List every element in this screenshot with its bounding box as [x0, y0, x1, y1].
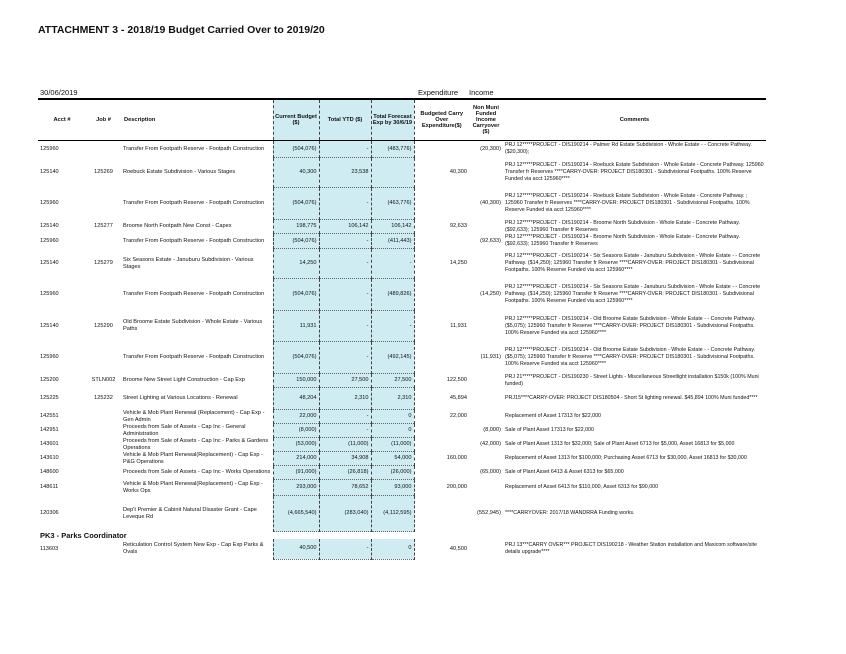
cell-comment: PRJ 12*****PROJECT - DIS190214 - Old Broome Estate Subdivision - Whole Estate - - Concrete Pathway. ($5,075); 125960 Transfer fr Reserve ****CARRY-OVER: PROJECT DIS180301 - Subdivisional Footpaths. 100% Reserve Funded via acct 125960**** — [505, 347, 756, 367]
cell-job — [86, 496, 121, 532]
header-comments: Comments — [503, 99, 766, 141]
cell-total-forecast — [371, 158, 414, 188]
cell-acct: 148600 — [40, 469, 59, 475]
cell-description: Transfer From Footpath Reserve - Footpath Construction — [123, 291, 265, 297]
cell-acct: 142951 — [40, 427, 59, 433]
section-title: PK3 - Parks Coordinator — [40, 531, 127, 540]
cell-acct: 120306 — [40, 510, 59, 516]
cell-acct: 125140 — [40, 322, 59, 329]
cell-total-ytd: 34,908 — [319, 452, 371, 466]
page-title: ATTACHMENT 3 - 2018/19 Budget Carried Over to 2019/20 — [38, 24, 325, 36]
cell-budgeted-carry — [414, 234, 469, 249]
table-row — [38, 279, 766, 311]
cell-comment: PRJ 12*****PROJECT - DIS190214 - Six Seasons Estate - Januburu Subdivision - Whole Estate - - Concrete Pathway. ($14,250); 125960 Transfer fr Reserve ****CARRY-OVER: PROJECT DIS180301 - Subdivisional Footpaths. 100% Reserve Funded via acct 125960**** — [505, 284, 761, 304]
cell-non-muni: (20,300) — [480, 145, 501, 152]
table-row — [38, 249, 766, 279]
cell-total-ytd: (283,040) — [319, 496, 371, 532]
cell-comment: Sale of Plant Asset 1313 for $32,000; Sale of Plant Asset 6713 for $5,000, Asset 16813 for $5,000 — [505, 441, 735, 447]
cell-description: Broome New Street Light Construction - Cap Exp — [123, 377, 245, 383]
cell-total-ytd: - — [319, 410, 371, 424]
cell-comment: Replacement of Asset 6413 for $110,000, Asset 6313 for $90,000 — [505, 484, 659, 490]
table-row — [38, 388, 766, 410]
cell-acct: 125960 — [40, 145, 59, 152]
cell-total-forecast: (489,826) — [371, 279, 414, 311]
header-non-muni: Non Muni Funded Income Carryover ($) — [469, 99, 503, 141]
cell-acct: 125140 — [40, 260, 59, 266]
cell-job — [86, 342, 121, 374]
cell-non-muni: (552,945) — [477, 510, 501, 516]
table-row — [38, 539, 766, 559]
cell-acct: 148611 — [40, 484, 59, 490]
cell-total-forecast: 27,500 — [371, 374, 414, 388]
cell-budgeted-carry: 92,633 — [449, 223, 467, 229]
cell-comment: PRJ 12*****PROJECT - DIS190214 - Roebuck Estate Subdivision - Whole Estate - Concrete Pathway. ; 125960 Transfer fr Reserves ****CARRY-OVER: PROJECT DIS180301 - Subdivisional Footpaths. 100% Reserve Funded via acct 125960**** — [505, 193, 750, 213]
cell-job: 125277 — [94, 223, 113, 229]
table-row — [38, 374, 766, 388]
cell-non-muni: (65,000) — [480, 469, 501, 475]
cell-current-budget: 293,000 — [273, 480, 319, 496]
cell-non-muni: (8,000) — [483, 427, 501, 433]
cell-budgeted-carry: 11,931 — [450, 322, 467, 329]
cell-description: Vehicle & Mob Plant Renewal(Replacement) - Cap Exp - Works Ops — [123, 480, 263, 494]
cell-current-budget: (504,076) — [273, 279, 319, 311]
cell-non-muni: (42,000) — [480, 441, 501, 447]
cell-budgeted-carry: 122,500 — [446, 377, 467, 383]
cell-budgeted-carry — [414, 424, 469, 438]
cell-acct: 143610 — [40, 455, 59, 461]
cell-total-ytd: - — [319, 188, 371, 220]
cell-current-budget: 40,300 — [273, 158, 319, 188]
cell-non-muni — [469, 539, 503, 559]
cell-acct: 143601 — [40, 441, 59, 447]
cell-job — [86, 234, 121, 249]
cell-description: Vehicle & Mob Plant Renewal (Replacement) - Cap Exp - Gen Admin — [123, 409, 265, 423]
cell-description: Transfer From Footpath Reserve - Footpath Construction — [123, 200, 265, 206]
cell-current-budget: 22,000 — [273, 410, 319, 424]
table-row — [38, 188, 766, 220]
header-budgeted-carry: Budgeted Carry Over Expenditure($) — [414, 99, 469, 141]
cell-job: 125279 — [94, 260, 113, 266]
cell-comment: PRJ 12*****PROJECT - DIS190214 - Palmer Rd Estate Subdivision - Whole Estate - - Concrete Pathway. ($20,300); — [505, 142, 752, 156]
cell-job — [86, 424, 121, 438]
cell-total-ytd: 27,500 — [319, 374, 371, 388]
cell-total-forecast: (483,776) — [371, 141, 414, 158]
cell-comment: PRJ 13***CARRY OVER*** PROJECT DIS190218 - Weather Station installation and Maxicom software/site details upgrade**** — [505, 542, 757, 555]
cell-total-forecast: - — [371, 311, 414, 342]
table-header-row — [38, 99, 766, 141]
cell-total-ytd: - — [319, 249, 371, 279]
cell-description: Proceeds from Sale of Assets - Cap Inc - General Administration — [123, 423, 246, 437]
cell-total-ytd: (26,818) — [319, 466, 371, 480]
budget-table — [38, 98, 766, 560]
table-row — [38, 452, 766, 466]
cell-description: Transfer From Footpath Reserve - Footpath Construction — [123, 145, 265, 152]
table-row — [38, 496, 766, 532]
cell-non-muni: (14,250) — [480, 291, 501, 297]
cell-budgeted-carry — [414, 496, 469, 532]
table-body-parks — [38, 539, 766, 559]
cell-comment: Replacement of Asset 1313 for $100,000; Purchasing Asset 6713 for $30,000, Asset 16813 for $30,000 — [505, 455, 747, 461]
cell-total-ytd: - — [319, 539, 371, 559]
cell-job — [86, 466, 121, 480]
cell-total-forecast: 2,310 — [371, 388, 414, 410]
cell-non-muni — [469, 220, 503, 234]
cell-job — [86, 141, 121, 158]
cell-budgeted-carry: 14,250 — [449, 260, 467, 266]
cell-total-ytd: - — [319, 424, 371, 438]
cell-total-forecast: 93,000 — [371, 480, 414, 496]
cell-total-forecast: 54,000 — [371, 452, 414, 466]
cell-budgeted-carry: 40,300 — [449, 169, 467, 175]
header-total-forecast: Total Forecast Exp by 30/6/19 — [371, 99, 414, 141]
cell-acct: 125960 — [40, 200, 59, 206]
cell-job — [86, 279, 121, 311]
cell-non-muni — [469, 249, 503, 279]
cell-budgeted-carry: 45,894 — [449, 395, 467, 401]
cell-description: Vehicle & Mob Plant Renewal(Replacement) - Cap Exp - P&G Operations — [123, 451, 263, 465]
expenditure-group-label: Expenditure — [418, 88, 459, 97]
cell-comment: PRJ 12*****PROJECT - DIS190214 - Old Broome Estate Subdivision - Whole Estate - - Concrete Pathway. ($5,075); 125960 Transfer fr Reserve ****CARRY-OVER: PROJECT DIS180301 - Subdivisional Footpaths. 100% Reserve Funded via acct 125960**** — [505, 315, 756, 336]
cell-non-muni — [469, 158, 503, 188]
cell-budgeted-carry: 160,000 — [446, 455, 467, 461]
cell-acct: 125960 — [40, 354, 59, 360]
cell-total-forecast: 0 — [371, 539, 414, 559]
cell-total-ytd: 23,538 — [319, 158, 371, 188]
table-row — [38, 438, 766, 452]
cell-total-ytd: - — [319, 279, 371, 311]
cell-current-budget: 150,000 — [273, 374, 319, 388]
cell-budgeted-carry: 40,500 — [449, 545, 467, 552]
cell-budgeted-carry — [414, 466, 469, 480]
cell-job: STLN002 — [91, 377, 116, 383]
cell-total-forecast: (492,145) — [371, 342, 414, 374]
header-job: Job # — [86, 99, 121, 141]
cell-total-ytd: - — [319, 342, 371, 374]
cell-total-forecast: (411,443) — [371, 234, 414, 249]
cell-budgeted-carry — [414, 342, 469, 374]
cell-comment: PRJ 12*****PROJECT - DIS190214 - Broome North Subdivision - Whole Estate - Concrete Pathway. ($92,633); 125960 Transfer fr Reserves — [505, 219, 741, 233]
cell-current-budget: 214,000 — [273, 452, 319, 466]
cell-non-muni: (92,633) — [480, 237, 501, 244]
cell-description: Six Seasons Estate - Januburu Subdivision - Various Stages — [123, 256, 254, 270]
cell-current-budget: (53,000) — [273, 438, 319, 452]
cell-total-forecast: 0 — [371, 410, 414, 424]
cell-job: 125269 — [94, 169, 113, 175]
cell-total-forecast: (26,000) — [371, 466, 414, 480]
cell-acct: 113603 — [40, 545, 59, 552]
table-row — [38, 342, 766, 374]
cell-acct: 125960 — [40, 237, 59, 244]
cell-comment: PRJ 12*****PROJECT - DIS190214 - Roebuck Estate Subdivision - Whole Estate - Concrete Pathway. 125960 Transfer fr Reserves ****CARRY-OVER: PROJECT DIS180301 - Subdivisional Footpaths. 100% Reserve Funded via acct 125960**** — [505, 162, 764, 182]
cell-total-forecast: 0 — [371, 424, 414, 438]
cell-current-budget: (4,665,540) — [273, 496, 319, 532]
header-acct: Acct # — [38, 99, 86, 141]
cell-job — [86, 410, 121, 424]
table-row — [38, 410, 766, 424]
cell-acct: 125140 — [40, 223, 59, 229]
cell-description: Proceeds from Sale of Assets - Cap Inc - Works Operations — [123, 469, 271, 475]
table-row — [38, 480, 766, 496]
cell-non-muni — [469, 410, 503, 424]
cell-acct: 125140 — [40, 169, 59, 175]
cell-comment: Replacement of Asset 17313 for $22,000 — [505, 413, 601, 419]
cell-acct: 142551 — [40, 413, 59, 419]
cell-budgeted-carry: 22,000 — [449, 413, 467, 419]
cell-non-muni — [469, 452, 503, 466]
cell-acct: 125225 — [40, 395, 59, 401]
cell-comment: PRJ 21*****PROJECT - DIS190230 - Street Lights - Miscellaneous Streetlight installation $150k (100% Muni funded) — [505, 373, 759, 387]
cell-current-budget: 48,204 — [273, 388, 319, 410]
cell-description: Transfer From Footpath Reserve - Footpath Construction — [123, 237, 265, 244]
table-row — [38, 311, 766, 342]
cell-comment: PRJ 12*****PROJECT - DIS190214 - Six Seasons Estate - Januburu Subdivision - Whole Estate - - Concrete Pathway. ($14,250); 125960 Transfer fr Reserve ****CARRY-OVER: PROJECT DIS180301 - Subdivisional Footpaths. 100% Reserve Funded via acct 125960**** — [505, 253, 761, 273]
section-body — [38, 532, 766, 540]
cell-description: Proceeds from Sale of Assets - Cap Inc - Parks & Gardens Operations — [123, 437, 269, 451]
cell-acct: 125960 — [40, 291, 59, 297]
cell-total-forecast: (11,000) — [371, 438, 414, 452]
cell-non-muni — [469, 311, 503, 342]
cell-budgeted-carry — [414, 141, 469, 158]
cell-current-budget: 40,500 — [273, 539, 319, 559]
table-row — [38, 466, 766, 480]
cell-description: Street Lighting at Various Locations - Renewal — [123, 395, 238, 401]
cell-budgeted-carry — [414, 188, 469, 220]
header-total-ytd: Total YTD ($) — [319, 99, 371, 141]
cell-job: 125232 — [94, 395, 113, 401]
cell-total-forecast: (4,112,595) — [371, 496, 414, 532]
cell-job — [86, 438, 121, 452]
cell-current-budget: (504,076) — [273, 342, 319, 374]
cell-total-ytd: - — [319, 311, 371, 342]
cell-current-budget: (504,076) — [273, 188, 319, 220]
cell-non-muni: (40,300) — [480, 200, 501, 206]
cell-comment: PRJ 12*****PROJECT - DIS190214 - Broome North Subdivision - Whole Estate - Concrete Pathway. ($92,633); 125960 Transfer fr Reserves — [505, 234, 741, 247]
cell-comment: Sale of Plant Asset 6413 & Asset 6313 for $65,000 — [505, 469, 624, 475]
table-row — [38, 220, 766, 234]
cell-total-ytd: (11,000) — [319, 438, 371, 452]
income-group-label: Income — [469, 88, 494, 97]
cell-total-forecast: 106,142 — [371, 220, 414, 234]
cell-budgeted-carry — [414, 279, 469, 311]
cell-total-forecast: (463,776) — [371, 188, 414, 220]
table-row — [38, 158, 766, 188]
table-row — [38, 424, 766, 438]
cell-description: Transfer From Footpath Reserve - Footpath Construction — [123, 354, 265, 360]
cell-total-ytd: 78,652 — [319, 480, 371, 496]
cell-total-ytd: 2,310 — [319, 388, 371, 410]
cell-total-ytd: - — [319, 141, 371, 158]
cell-current-budget: (91,000) — [273, 466, 319, 480]
cell-current-budget: 198,775 — [273, 220, 319, 234]
cell-current-budget: (504,076) — [273, 141, 319, 158]
cell-description: Roebuck Estate Subdivision - Various Stages — [123, 169, 236, 175]
cell-comment: PRJ15****CARRY-OVER: PROJECT DIS180504 - Short St lighting renewal. $45,894 100% Muni funded**** — [505, 395, 758, 401]
cell-non-muni — [469, 388, 503, 410]
cell-current-budget: 11,931 — [273, 311, 319, 342]
cell-job — [86, 188, 121, 220]
cell-description: Dep't Premier & Cabinit Natural Disaster Grant - Cape Leveque Rd — [123, 506, 257, 520]
cell-job — [86, 452, 121, 466]
cell-total-ytd: - — [319, 234, 371, 249]
cell-job — [86, 539, 121, 559]
cell-budgeted-carry: 200,000 — [446, 484, 467, 490]
cell-budgeted-carry — [414, 438, 469, 452]
cell-total-forecast: - — [371, 249, 414, 279]
cell-description: Old Broome Estate Subdivision - Whole Estate - Various Paths — [123, 319, 263, 332]
cell-description: Broome North Footpath New Const - Capex — [123, 223, 232, 229]
cell-job — [86, 480, 121, 496]
report-date: 30/06/2019 — [40, 88, 78, 97]
cell-acct: 125200 — [40, 377, 59, 383]
cell-non-muni: (11,931) — [480, 354, 501, 360]
cell-current-budget: (8,000) — [273, 424, 319, 438]
cell-description: Reticulation Control System New Exp - Cap Exp Parks & Ovals — [123, 542, 264, 555]
header-current-budget: Current Budget ($) — [273, 99, 319, 141]
header-description: Description — [121, 99, 273, 141]
table-row — [38, 234, 766, 249]
table-body — [38, 141, 766, 532]
cell-current-budget: (504,076) — [273, 234, 319, 249]
cell-non-muni — [469, 374, 503, 388]
cell-comment: Sale of Plant Asset 17313 for $22,000 — [505, 427, 594, 433]
cell-job: 125290 — [94, 322, 113, 329]
cell-total-ytd: 106,142 — [319, 220, 371, 234]
section-row — [38, 532, 766, 540]
cell-comment: ****CARRYOVER: 2017/18 WANDRRA Funding works. — [505, 510, 635, 516]
cell-non-muni — [469, 480, 503, 496]
table-row — [38, 141, 766, 158]
cell-current-budget: 14,250 — [273, 249, 319, 279]
